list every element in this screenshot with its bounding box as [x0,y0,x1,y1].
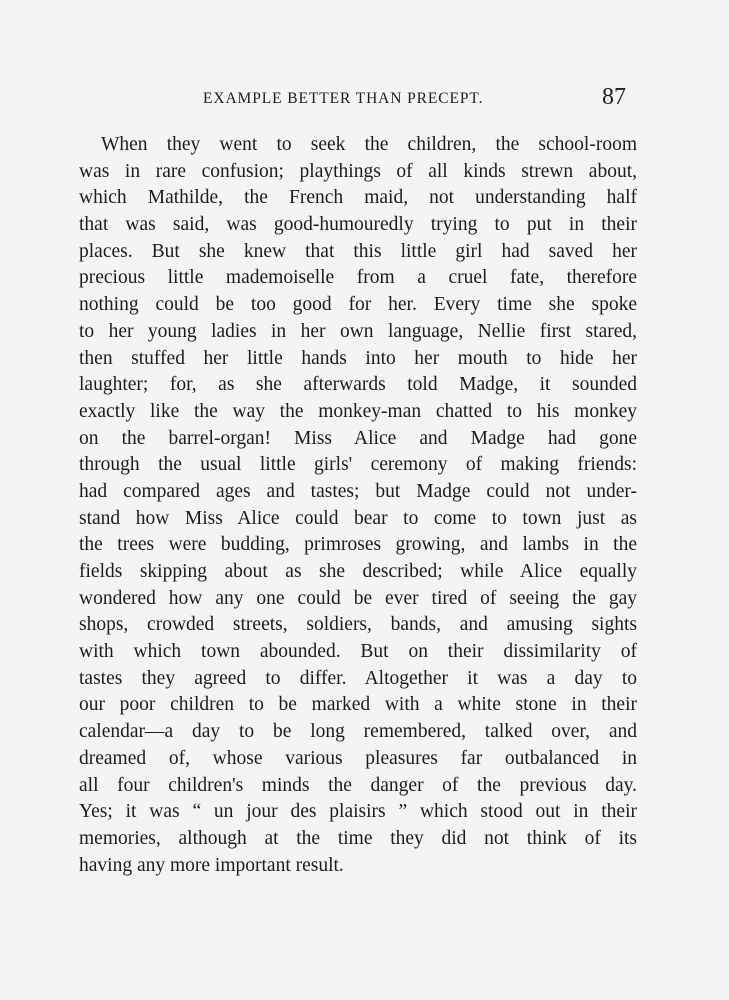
text-line: nothing could be too good for her. Every time she spoke [79,294,637,316]
text-line: When they went to seek the children, the school-room [101,134,637,155]
text-line: which Mathilde, the French maid, not understanding half [79,187,637,209]
text-line: Yes; it was “ un jour des plaisirs ” which stood out in their [79,801,637,823]
text-line: having any more important result. [79,854,344,876]
text-line: places. But she knew that this little girl had saved her [79,240,637,262]
text-line: that was said, was good-humouredly trying to put in their [79,214,637,236]
text-line: shops, crowded streets, soldiers, bands, and amusing sights [79,614,637,636]
text-line: with which town abounded. But on their dissimilarity of [79,641,637,663]
text-line: laughter; for, as she afterwards told Madge, it sounded [79,374,637,396]
text-line: exactly like the way the monkey-man chatted to his monkey [79,400,637,422]
running-header-title: EXAMPLE BETTER THAN PRECEPT. [203,90,484,107]
text-line: all four children's minds the danger of the previous day. [79,774,637,796]
text-line: was in rare confusion; playthings of all kinds strewn about, [79,160,637,182]
body-paragraph [79,132,637,879]
text-line: then stuffed her little hands into her mouth to hide her [79,347,637,369]
text-line: had compared ages and tastes; but Madge could not under- [79,480,637,502]
text-line: on the barrel-organ! Miss Alice and Madge had gone [79,427,637,449]
text-line: the trees were budding, primroses growing, and lambs in the [79,534,637,556]
text-line: stand how Miss Alice could bear to come to town just as [79,507,637,529]
text-line: dreamed of, whose various pleasures far outbalanced in [79,747,637,769]
text-line: precious little mademoiselle from a cruel fate, therefore [79,267,637,289]
text-line: memories, although at the time they did not think of its [79,827,637,849]
text-line: through the usual little girls' ceremony of making friends: [79,454,637,476]
text-line: tastes they agreed to differ. Altogether it was a day to [79,667,637,689]
text-line: to her young ladies in her own language, Nellie first stared, [79,320,637,342]
text-line: calendar—a day to be long remembered, talked over, and [79,721,637,743]
text-line: wondered how any one could be ever tired of seeing the gay [79,587,637,609]
text-line: our poor children to be marked with a white stone in their [79,694,637,716]
text-line: fields skipping about as she described; while Alice equally [79,561,637,582]
page-number: 87 [602,84,626,110]
